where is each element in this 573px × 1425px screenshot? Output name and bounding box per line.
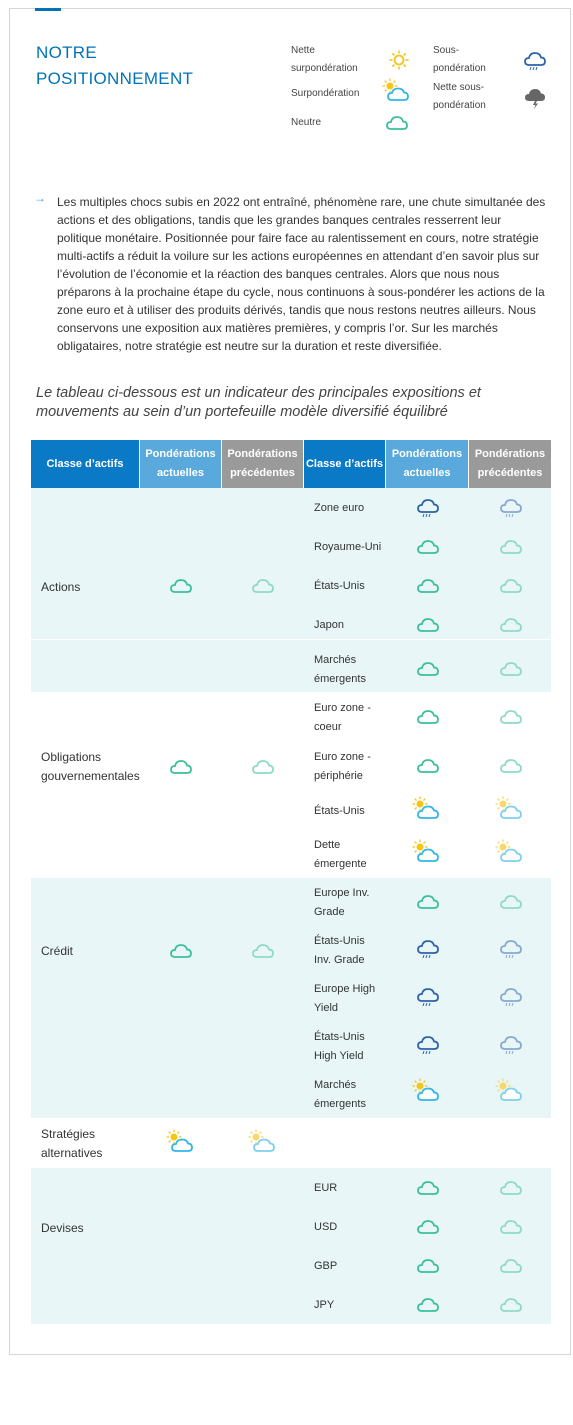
- cloud-icon-graphic: [169, 574, 193, 596]
- cloud-icon: [251, 939, 277, 961]
- cloud-icon: [499, 535, 525, 557]
- cloud-icon-graphic: [416, 890, 440, 912]
- sun-cloud-icon: [494, 795, 524, 821]
- cloud-icon-graphic: [385, 111, 409, 133]
- sun-cloud-icon: [411, 838, 441, 864]
- cloud-icon: [169, 755, 195, 777]
- row-label: Euro zone - périphérie: [314, 751, 371, 782]
- cloud-icon: [416, 1293, 442, 1315]
- cloud-icon: [499, 574, 525, 596]
- cloud-icon: [416, 613, 442, 635]
- cloud-icon: [499, 1215, 525, 1237]
- sun-cloud-icon-graphic: [411, 1077, 441, 1103]
- rain-cloud-icon: [523, 50, 547, 77]
- row-label: États-Unis: [314, 580, 365, 592]
- sun-icon: [387, 48, 411, 77]
- row-label: JPY: [314, 1299, 335, 1311]
- cloud-icon-graphic: [499, 705, 523, 727]
- page-title: NOTRE POSITIONNEMENT: [36, 43, 194, 88]
- cloud-icon-graphic: [416, 574, 440, 596]
- cloud-icon: [499, 1176, 525, 1198]
- row-label: Marchés émergents: [314, 654, 366, 685]
- storm-cloud-icon: [523, 87, 547, 116]
- header-current-right: Pondérations actuelles: [386, 440, 468, 488]
- cloud-icon-graphic: [251, 574, 275, 596]
- header-previous-right: Pondérations précédentes: [469, 440, 551, 488]
- sun-cloud-icon-graphic: [411, 795, 441, 821]
- legend-label-neutral: Neutre: [291, 117, 322, 128]
- sun-cloud-icon-graphic: [247, 1128, 277, 1154]
- cloud-icon: [169, 939, 195, 961]
- sun-cloud-icon-graphic: [411, 838, 441, 864]
- cloud-icon-graphic: [169, 755, 193, 777]
- rain-cloud-icon: [499, 497, 525, 519]
- row-label: Euro zone - coeur: [314, 702, 371, 733]
- rain-cloud-icon: [499, 1034, 525, 1056]
- header-asset-class-right: Classe d’actifs: [304, 440, 385, 488]
- legend-label-overweight: Surpondération: [291, 88, 360, 99]
- header-asset-class-left: Classe d’actifs: [31, 440, 139, 488]
- legend-label-underweight: Sous- pondération: [433, 45, 486, 74]
- cloud-icon-graphic: [416, 754, 440, 776]
- rain-cloud-icon-graphic: [416, 497, 440, 519]
- row-label: Japon: [314, 619, 344, 631]
- rain-cloud-icon-graphic: [416, 986, 440, 1008]
- cloud-icon: [169, 574, 195, 596]
- rain-cloud-icon-graphic: [416, 938, 440, 960]
- rain-cloud-icon-graphic: [416, 1034, 440, 1056]
- cloud-icon: [416, 1176, 442, 1198]
- sun-cloud-icon: [411, 795, 441, 821]
- cloud-icon: [416, 890, 442, 912]
- cloud-icon-graphic: [416, 1254, 440, 1276]
- row-label: États-Unis: [314, 805, 365, 817]
- legend-label-strong-underweight: Nette sous- pondération: [433, 82, 486, 111]
- cloud-icon-graphic: [499, 1293, 523, 1315]
- rain-cloud-icon-graphic: [499, 497, 523, 519]
- cloud-icon-graphic: [499, 657, 523, 679]
- asset-class-government-bonds: Obligations gouvernementales: [41, 750, 140, 783]
- cloud-icon-graphic: [416, 657, 440, 679]
- row-label: États-Unis Inv. Grade: [314, 935, 365, 966]
- row-label: Dette émergente: [314, 839, 367, 870]
- asset-class-credit: Crédit: [41, 944, 74, 958]
- sun-cloud-icon: [494, 838, 524, 864]
- rain-cloud-icon: [416, 497, 442, 519]
- rain-cloud-icon-graphic: [499, 986, 523, 1008]
- cloud-icon-graphic: [416, 613, 440, 635]
- sun-cloud-icon: [494, 1077, 524, 1103]
- cloud-icon-graphic: [416, 1293, 440, 1315]
- rain-cloud-icon-graphic: [523, 50, 547, 72]
- cloud-icon: [385, 111, 409, 138]
- row-divider: [31, 639, 551, 640]
- band-credit: [31, 878, 551, 1118]
- cloud-icon: [251, 574, 277, 596]
- cloud-icon-graphic: [499, 754, 523, 776]
- row-label: États-Unis High Yield: [314, 1031, 365, 1062]
- cloud-icon-graphic: [499, 613, 523, 635]
- cloud-icon: [416, 1254, 442, 1276]
- sun-cloud-icon: [381, 77, 411, 108]
- cloud-icon: [416, 1215, 442, 1237]
- rain-cloud-icon: [499, 986, 525, 1008]
- arrow-right-icon: →: [34, 191, 46, 205]
- rain-cloud-icon: [416, 938, 442, 960]
- header-previous-left: Pondérations précédentes: [222, 440, 303, 488]
- row-label: Europe High Yield: [314, 983, 376, 1014]
- band-actions: [31, 488, 551, 692]
- row-label: EUR: [314, 1182, 338, 1194]
- cloud-icon-graphic: [499, 574, 523, 596]
- row-label: Royaume-Uni: [314, 541, 382, 553]
- row-label: Marchés émergents: [314, 1079, 366, 1110]
- rain-cloud-icon: [499, 938, 525, 960]
- cloud-icon: [416, 574, 442, 596]
- cloud-icon-graphic: [416, 1215, 440, 1237]
- sun-cloud-icon: [411, 1077, 441, 1103]
- sun-cloud-icon-graphic: [494, 838, 524, 864]
- cloud-icon: [499, 754, 525, 776]
- cloud-icon-graphic: [499, 890, 523, 912]
- table-subheading: Le tableau ci-dessous est un indicateur des principales expositions et mouvements au sein d’un portefeuille modèle diversifié équilibré: [36, 385, 481, 420]
- cloud-icon: [416, 705, 442, 727]
- cloud-icon: [499, 1254, 525, 1276]
- sun-cloud-icon-graphic: [165, 1128, 195, 1154]
- cloud-icon-graphic: [499, 1254, 523, 1276]
- cloud-icon-graphic: [499, 1176, 523, 1198]
- row-label: GBP: [314, 1260, 338, 1272]
- sun-cloud-icon-graphic: [381, 77, 411, 103]
- asset-class-currencies: Devises: [41, 1221, 84, 1235]
- cloud-icon: [251, 755, 277, 777]
- cloud-icon: [499, 613, 525, 635]
- cloud-icon-graphic: [169, 939, 193, 961]
- rain-cloud-icon: [416, 986, 442, 1008]
- cloud-icon: [416, 754, 442, 776]
- sun-cloud-icon-graphic: [494, 1077, 524, 1103]
- cloud-icon-graphic: [416, 1176, 440, 1198]
- sun-cloud-icon-graphic: [494, 795, 524, 821]
- cloud-icon: [499, 705, 525, 727]
- row-label: Europe Inv. Grade: [314, 887, 370, 918]
- header-current-left: Pondérations actuelles: [140, 440, 221, 488]
- band-currencies: [31, 1168, 551, 1324]
- row-label: Zone euro: [314, 502, 365, 514]
- cloud-icon: [416, 535, 442, 557]
- cloud-icon: [499, 657, 525, 679]
- rain-cloud-icon-graphic: [499, 938, 523, 960]
- positioning-table: [31, 440, 551, 1324]
- row-label: USD: [314, 1221, 338, 1233]
- cloud-icon-graphic: [499, 535, 523, 557]
- rain-cloud-icon: [416, 1034, 442, 1056]
- asset-class-alternatives: Stratégies alternatives: [41, 1127, 103, 1160]
- cloud-icon-graphic: [251, 939, 275, 961]
- cloud-icon: [416, 657, 442, 679]
- sun-cloud-icon: [247, 1128, 277, 1154]
- cloud-icon-graphic: [416, 705, 440, 727]
- sun-icon-graphic: [387, 48, 411, 72]
- cloud-icon-graphic: [251, 755, 275, 777]
- cloud-icon-graphic: [416, 535, 440, 557]
- cloud-icon: [499, 1293, 525, 1315]
- intro-paragraph: Les multiples chocs subis en 2022 ont entraîné, phénomène rare, une chute simultanée des actions et des obligations, tandis que les grandes banques centrales resserrent leur politique monétaire. Positionnée pour faire face au ralentissement en cours, notre stratégie multi-actifs a réduit la voilure sur les actions européennes en attendant d’en savoir plus sur l’évolution de l’économie et la réaction des banques centrales. Alors que nous nous préparons à la prochaine étape du cycle, nous continuons à sous-pondérer les actions de la zone euro et à utiliser des produits dérivés, tandis que nous restons neutres ailleurs. Nous conservons une exposition aux matières premières, y compris l’or. Sur les marchés obligataires, notre stratégie est neutre sur la duration et reste diversifiée.: [57, 195, 546, 353]
- sun-cloud-icon: [165, 1128, 195, 1154]
- asset-class-actions: Actions: [41, 580, 81, 594]
- rain-cloud-icon-graphic: [499, 1034, 523, 1056]
- cloud-icon-graphic: [499, 1215, 523, 1237]
- legend-label-strong-overweight: Nette surpondération: [291, 45, 358, 74]
- storm-cloud-icon-graphic: [523, 87, 547, 111]
- cloud-icon: [499, 890, 525, 912]
- accent-bar: [35, 8, 61, 11]
